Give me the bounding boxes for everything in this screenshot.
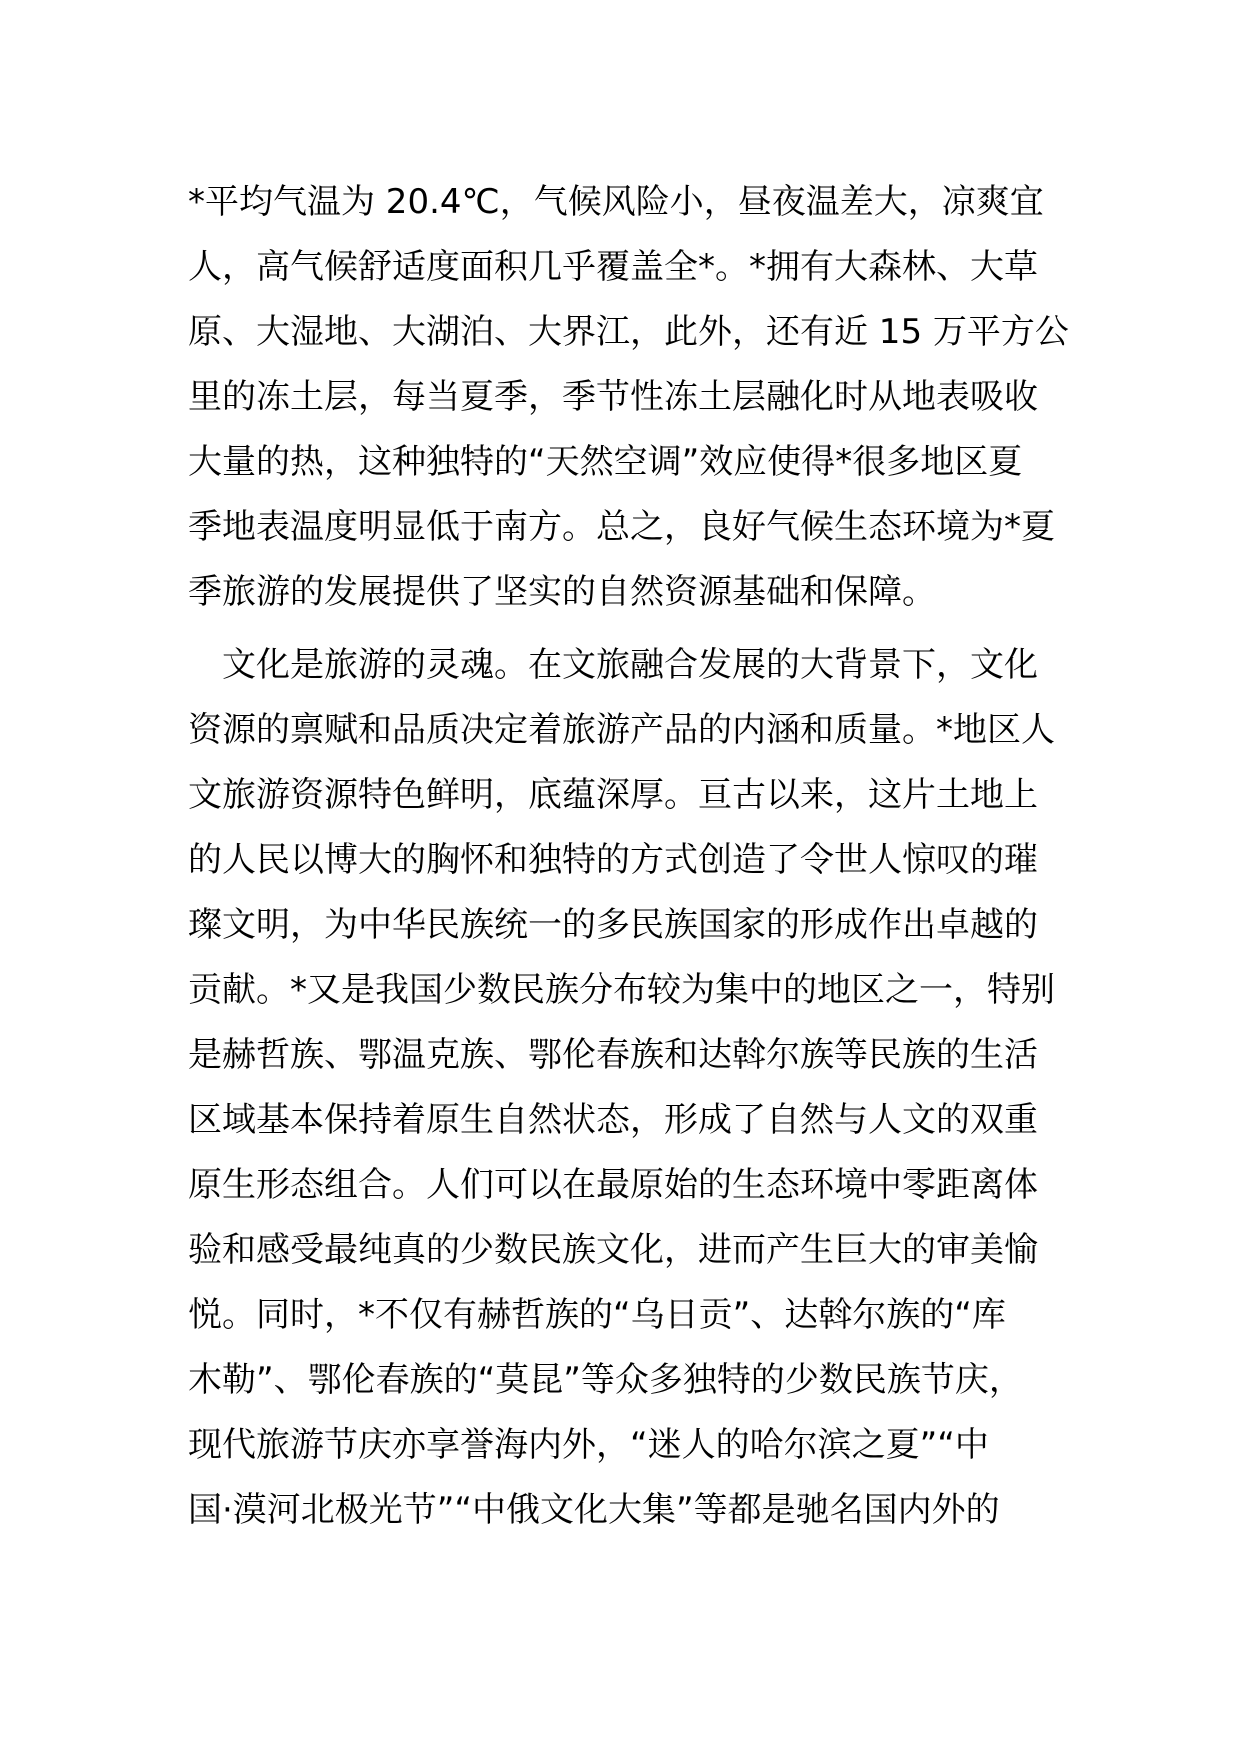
text-line bbox=[188, 1543, 1058, 1608]
text-line: 人，高气候舒适度面积几乎覆盖全*。*拥有大森林、大草 bbox=[188, 247, 1038, 287]
text-line: 贡献。*又是我国少数民族分布较为集中的地区之一，特别 bbox=[188, 970, 1055, 1010]
text-line: 现代旅游节庆亦享誉海内外，“迷人的哈尔滨之夏”“中 bbox=[188, 1425, 989, 1465]
text-line: 资源的禀赋和品质决定着旅游产品的内涵和质量。*地区人 bbox=[188, 710, 1055, 750]
text-line: 悦。同时，*不仅有赫哲族的“乌日贡”、达斡尔族的“库 bbox=[188, 1295, 1006, 1335]
paragraph-gap bbox=[188, 625, 1058, 633]
text-line: 验和感受最纯真的少数民族文化，进而产生巨大的审美愉 bbox=[188, 1230, 1038, 1270]
text-line: 文旅游资源特色鲜明，底蕴深厚。亘古以来，这片土地上 bbox=[188, 775, 1038, 815]
text-line: 原、大湿地、大湖泊、大界江，此外，还有近 15 万平方公 bbox=[188, 312, 1069, 352]
text-line: 木勒”、鄂伦春族的“莫昆”等众多独特的少数民族节庆， bbox=[188, 1360, 1023, 1400]
text-line: 文化是旅游的灵魂。在文旅融合发展的大背景下，文化 bbox=[188, 645, 1038, 685]
text-line: 原生形态组合。人们可以在最原始的生态环境中零距离体 bbox=[188, 1165, 1038, 1205]
text-line: 季旅游的发展提供了坚实的自然资源基础和保障。 bbox=[188, 572, 936, 612]
text-line: 璨文明，为中华民族统一的多民族国家的形成作出卓越的 bbox=[188, 905, 1038, 945]
text-line: 季地表温度明显低于南方。总之，良好气候生态环境为*夏 bbox=[188, 507, 1055, 547]
text-line: 是赫哲族、鄂温克族、鄂伦春族和达斡尔族等民族的生活 bbox=[188, 1035, 1038, 1075]
paragraph-climate bbox=[188, 170, 1069, 625]
text-line: 国·漠河北极光节”“中俄文化大集”等都是驰名国内外的 bbox=[188, 1490, 1000, 1530]
text-line: 里的冻土层，每当夏季，季节性冻土层融化时从地表吸收 bbox=[188, 377, 1038, 417]
text-line: 区域基本保持着原生自然状态，形成了自然与人文的双重 bbox=[188, 1100, 1038, 1140]
text-line: *平均气温为 20.4℃，气候风险小，昼夜温差大，凉爽宜 bbox=[188, 182, 1044, 222]
document-body bbox=[188, 170, 1069, 1608]
paragraph-culture bbox=[188, 633, 1058, 1608]
text-line: 大量的热，这种独特的“天然空调”效应使得*很多地区夏 bbox=[188, 442, 1023, 482]
text-line: 的人民以博大的胸怀和独特的方式创造了令世人惊叹的璀 bbox=[188, 840, 1038, 880]
